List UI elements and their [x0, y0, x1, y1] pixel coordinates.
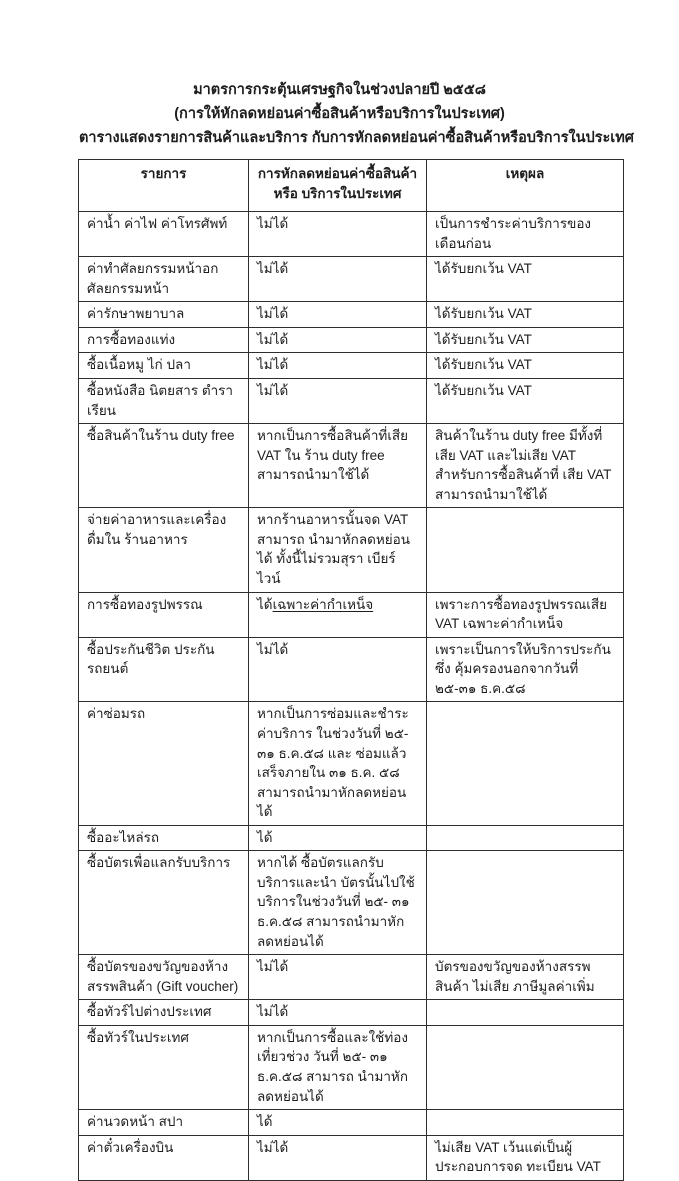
item-cell: การซื้อทองรูปพรรณ: [79, 592, 249, 637]
deduction-cell: ไม่ได้: [249, 353, 427, 379]
item-cell: ซื้อทัวร์ไปต่างประเทศ: [79, 1000, 249, 1026]
item-cell: ค่าตั๋วเครื่องบิน: [79, 1135, 249, 1180]
item-cell: ซื้ออะไหล่รถ: [79, 825, 249, 851]
reason-cell: บัตรของขวัญของห้างสรรพสินค้า ไม่เสีย ภาษีมูลค่าเพิ่ม: [427, 955, 624, 1000]
reason-cell: เป็นการชำระค่าบริการของเดือนก่อน: [427, 212, 624, 257]
table-header-row: [79, 160, 624, 212]
reason-cell: [427, 508, 624, 592]
table-row: [79, 955, 624, 1000]
deduction-cell: หากได้ ซื้อบัตรแลกรับบริการและนำ บัตรนั้นไปใช้บริการในช่วงวันที่ ๒๕- ๓๑ ธ.ค.๕๘ สามารถนำมาหัก ลดหย่อนได้: [249, 851, 427, 955]
item-cell: ค่าทำศัลยกรรมหน้าอก ศัลยกรรมหน้า: [79, 257, 249, 302]
deduction-cell: ไม่ได้: [249, 327, 427, 353]
table-row: [79, 302, 624, 328]
item-cell: ซื้อหนังสือ นิตยสาร ตำราเรียน: [79, 378, 249, 423]
table-row: [79, 702, 624, 825]
item-cell: ค่ารักษาพยาบาล: [79, 302, 249, 328]
deduction-table: [78, 159, 624, 1181]
item-cell: ซื้อประกันชีวิต ประกันรถยนต์: [79, 637, 249, 702]
reason-cell: [427, 1110, 624, 1136]
deduction-cell: ได้เฉพาะค่ากำเหน็จ: [249, 592, 427, 637]
item-cell: ซื้อบัตรเพื่อแลกรับบริการ: [79, 851, 249, 955]
reason-cell: ได้รับยกเว้น VAT: [427, 378, 624, 423]
item-cell: จ่ายค่าอาหารและเครื่องดื่มใน ร้านอาหาร: [79, 508, 249, 592]
reason-cell: ได้รับยกเว้น VAT: [427, 257, 624, 302]
reason-cell: [427, 851, 624, 955]
reason-cell: [427, 1000, 624, 1026]
document-title-line2: (การให้หักลดหย่อนค่าซื้อสินค้าหรือบริการในประเทศ): [174, 106, 505, 122]
deduction-cell: ไม่ได้: [249, 378, 427, 423]
table-row: [79, 257, 624, 302]
table-row: [79, 378, 624, 423]
reason-cell: ได้รับยกเว้น VAT: [427, 327, 624, 353]
deduction-cell: ได้: [249, 825, 427, 851]
reason-cell: สินค้าในร้าน duty free มีทั้งที่เสีย VAT และไม่เสีย VAT สำหรับการซื้อสินค้าที่ เสีย VAT สามารถนำมาใช้ได้: [427, 424, 624, 508]
deduction-cell: ไม่ได้: [249, 302, 427, 328]
header-cell-reason: เหตุผล: [427, 160, 624, 212]
item-cell: ค่าซ่อมรถ: [79, 702, 249, 825]
item-cell: ซื้อบัตรของขวัญของห้างสรรพสินค้า (Gift voucher): [79, 955, 249, 1000]
table-row: [79, 1000, 624, 1026]
reason-cell: ไม่เสีย VAT เว้นแต่เป็นผู้ประกอบการจด ทะเบียน VAT: [427, 1135, 624, 1180]
table-row: [79, 327, 624, 353]
item-cell: ซื้อทัวร์ในประเทศ: [79, 1025, 249, 1109]
reason-cell: [427, 702, 624, 825]
table-body: [79, 212, 624, 1181]
reason-cell: ได้รับยกเว้น VAT: [427, 353, 624, 379]
deduction-cell: หากเป็นการซื้อสินค้าที่เสีย VAT ใน ร้าน duty free สามารถนำมาใช้ได้: [249, 424, 427, 508]
deduction-cell: ไม่ได้: [249, 212, 427, 257]
table-row: [79, 212, 624, 257]
deduction-cell: หากเป็นการซื้อและใช้ท่องเที่ยวช่วง วันที่ ๒๕- ๓๑ ธ.ค.๕๘ สามารถ นำมาหักลดหย่อนได้: [249, 1025, 427, 1109]
table-row: [79, 592, 624, 637]
table-row: [79, 1025, 624, 1109]
table-row: [79, 851, 624, 955]
item-cell: ซื้อสินค้าในร้าน duty free: [79, 424, 249, 508]
reason-cell: เพราะเป็นการให้บริการประกันซึ่ง คุ้มครองนอกจากวันที่ ๒๕-๓๑ ธ.ค.๕๘: [427, 637, 624, 702]
reason-cell: ได้รับยกเว้น VAT: [427, 302, 624, 328]
table-row: [79, 1135, 624, 1180]
deduction-cell: หากเป็นการซ่อมและชำระค่าบริการ ในช่วงวันที่ ๒๕- ๓๑ ธ.ค.๕๘ และ ซ่อมแล้วเสร็จภายใน ๓๑ ธ.ค. ๕๘ สามารถนำมาหักลดหย่อนได้: [249, 702, 427, 825]
reason-cell: [427, 825, 624, 851]
header-cell-deduction: การหักลดหย่อนค่าซื้อสินค้าหรือ บริการในประเทศ: [249, 160, 427, 212]
header-cell-item: รายการ: [79, 160, 249, 212]
deduction-cell: ไม่ได้: [249, 955, 427, 1000]
deduction-cell: ไม่ได้: [249, 257, 427, 302]
deduction-cell: ไม่ได้: [249, 637, 427, 702]
table-row: [79, 1110, 624, 1136]
deduction-cell: ได้: [249, 1110, 427, 1136]
table-row: [79, 825, 624, 851]
document-header: [0, 0, 679, 150]
item-cell: ค่าน้ำ ค่าไฟ ค่าโทรศัพท์: [79, 212, 249, 257]
item-cell: ซื้อเนื้อหมู ไก่ ปลา: [79, 353, 249, 379]
table-row: [79, 353, 624, 379]
table-row: [79, 508, 624, 592]
deduction-cell: ไม่ได้: [249, 1135, 427, 1180]
item-cell: ค่านวดหน้า สปา: [79, 1110, 249, 1136]
deduction-cell: หากร้านอาหารนั้นจด VAT สามารถ นำมาหักลดหย่อนได้ ทั้งนี้ไม่รวมสุรา เบียร์ ไวน์: [249, 508, 427, 592]
table-caption: ตารางแสดงรายการสินค้าและบริการ กับการหักลดหย่อนค่าซื้อสินค้าหรือบริการในประเทศ: [79, 130, 635, 146]
item-cell: การซื้อทองแท่ง: [79, 327, 249, 353]
underlined-text: เฉพาะค่ากำเหน็จ: [272, 596, 374, 612]
deduction-cell: ไม่ได้: [249, 1000, 427, 1026]
document-title-line1: มาตรการกระตุ้นเศรษฐกิจในช่วงปลายปี ๒๕๕๘: [193, 82, 486, 98]
table-row: [79, 637, 624, 702]
reason-cell: [427, 1025, 624, 1109]
table-row: [79, 424, 624, 508]
reason-cell: เพราะการซื้อทองรูปพรรณเสีย VAT เฉพาะค่ากำเหน็จ: [427, 592, 624, 637]
